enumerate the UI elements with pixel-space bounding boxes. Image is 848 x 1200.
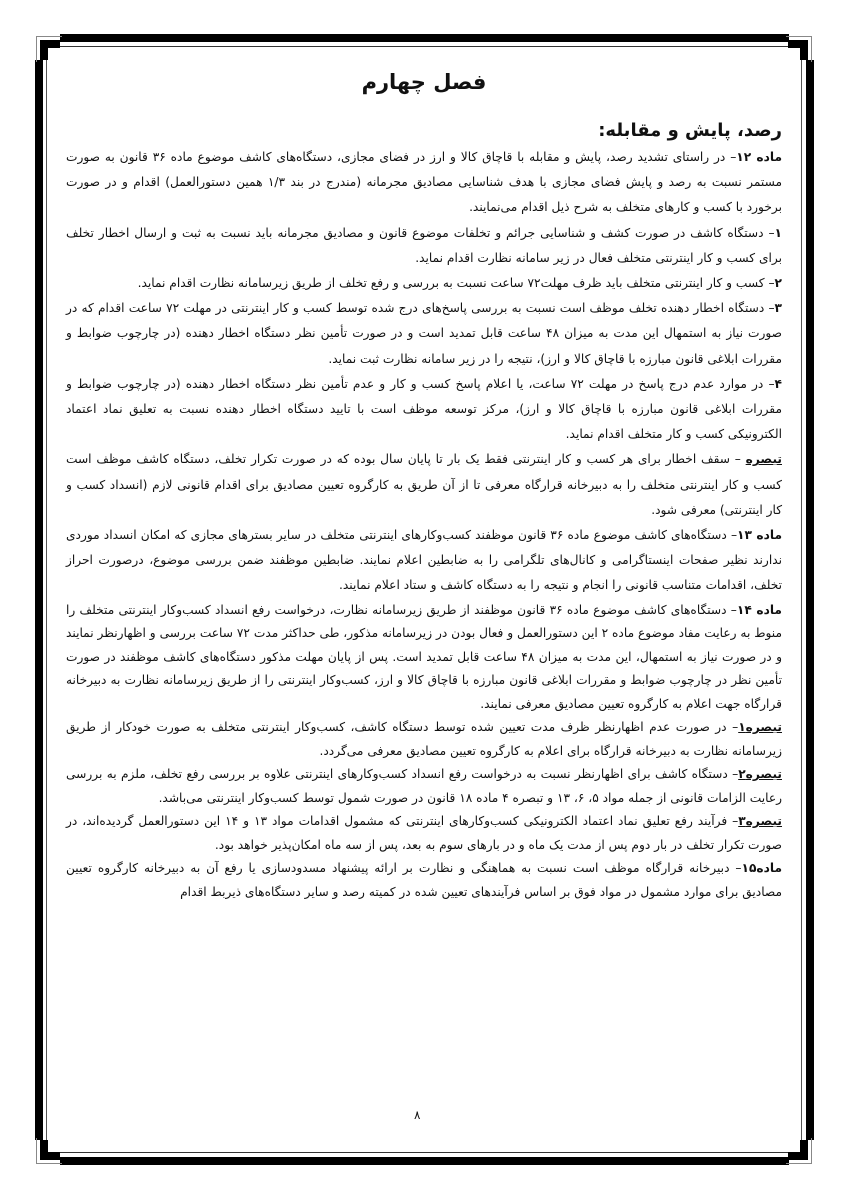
note-3 — [66, 810, 782, 857]
paragraph-label: تبصره۱ — [738, 720, 782, 735]
paragraph-text: – فرآیند رفع تعلیق نماد اعتماد الکترونیکی کسب‌وکارهای اینترنتی که مشمول اقدامات مواد ۱۳ و ۱۴ این دستورالعمل گردیده‌اند، در صورت تکرار تخلف در بار دوم پس از مدت یک ماه و در بارهای سوم به بعد، پس از سه ماه امکان‌پذیر خواهد بود. — [66, 814, 782, 852]
section-title: رصد، پایش و مقابله: — [598, 120, 782, 141]
clause-1 — [66, 221, 782, 271]
article-12 — [66, 145, 782, 221]
border-corner-outline-top-left — [36, 36, 62, 62]
paragraph-text: – دستگاه اخطار دهنده تخلف موظف است نسبت به بررسی پاسخ‌های درج شده توسط کسب و کار اینترنتی در مهلت ۷۲ ساعت اقدام که در صورت نیاز به استمهال این مدت به میزان ۴۸ ساعت قابل تمدید است و در صورت تأمین نظر دستگاه اخطار دهنده (در چارچوب ضوابط و مقررات ابلاغی قانون مبارزه با قاچاق کالا و ارز)، نتیجه را در زیر سامانه نظارت ثبت نماید. — [66, 301, 783, 366]
note-2 — [66, 763, 782, 810]
clause-3 — [66, 296, 782, 372]
document-body — [66, 60, 782, 904]
clause-2 — [66, 271, 782, 296]
paragraph-label: تبصره — [745, 452, 782, 467]
article-14 — [66, 599, 782, 717]
page-number: ۸ — [414, 1108, 421, 1122]
paragraph-text: – دستگاه‌های کاشف موضوع ماده ۳۶ قانون موظفند کسب‌وکارهای اینترنتی متخلف در سایر بسترهای مجازی که امکان انسداد موردی ندارند نظیر صفحات اینستاگرامی و کانال‌های تلگرامی را به ضابطین اعلام نمایند. ضابطین موظفند ضمن بررسی موضوع، درصورت احراز تخلف، اقدامات متناسب قانونی را انجام و نتیجه را به دستگاه کاشف و ستاد اعلام نمایند. — [66, 528, 782, 593]
article-13 — [66, 523, 782, 599]
border-corner-outline-bottom-left — [36, 1138, 62, 1164]
paragraph-label: ماده۱۵ — [741, 861, 782, 876]
page-border-bottom — [60, 1157, 789, 1165]
paragraph-text: – دستگاه کاشف در صورت کشف و شناسایی جرائم و تخلفات موضوع قانون و مصادیق مجرمانه باید نسبت به ثبت و ارسال اخطار تخلف برای کسب و کار اینترنتی متخلف فعال در زیر سامانه نظارت اقدام نماید. — [66, 225, 782, 265]
paragraph-label: تبصره۲ — [738, 767, 782, 782]
paragraph-label: ۲ — [774, 276, 782, 291]
paragraph-label: ۳ — [774, 301, 782, 316]
paragraph-label: ۱ — [774, 225, 782, 240]
paragraph-text: – دستگاه کاشف برای اظهارنظر نسبت به درخواست رفع انسداد کسب‌وکارهای اینترنتی علاوه بر بررسی رفع تخلف، ملزم به بررسی رعایت الزامات قانونی از جمله مواد ۵، ۶، ۱۳ و تبصره ۴ ماده ۱۸ قانون در صورت شمول توسط کسب‌وکار اینترنتی می‌باشد. — [66, 767, 782, 805]
page-border-top — [60, 34, 789, 42]
paragraph-text: – در صورت عدم اظهارنظر ظرف مدت تعیین شده توسط دستگاه کاشف، کسب‌وکار اینترنتی متخلف به صورت خودکار از طریق زیرسامانه نظارت به دبیرخانه قرارگاه برای اعلام به کارگروه تعیین مصادیق معرفی می‌گردد. — [66, 720, 782, 758]
paragraph-text: – کسب و کار اینترنتی متخلف باید ظرف مهلت۷۲ ساعت نسبت به بررسی و رفع تخلف از طریق زیرسامانه نظارت اقدام نماید. — [137, 276, 775, 291]
page-border-right-inner — [801, 60, 802, 1140]
paragraph-text: – در موارد عدم درج پاسخ در مهلت ۷۲ ساعت، یا اعلام پاسخ کسب و کار و عدم تأمین نظر دستگاه اخطار دهنده (در چارچوب ضوابط و مقررات ابلاغی قانون مبارزه با قاچاق کالا و ارز)، مرکز توسعه موظف است با تایید دستگاه اخطار دهنده نسبت به تعلیق نماد اعتماد الکترونیکی کسب و کار متخلف اقدام نماید. — [66, 376, 782, 442]
border-corner-outline-top-right — [786, 36, 812, 62]
note-1 — [66, 716, 782, 763]
page-border-top-inner — [60, 46, 789, 47]
paragraph-label: ۴ — [774, 376, 782, 391]
page-border-left-inner — [46, 60, 47, 1140]
article-15 — [66, 857, 782, 904]
chapter-title: فصل چهارم — [361, 70, 487, 94]
page-border-bottom-inner — [60, 1152, 789, 1153]
note — [66, 447, 782, 523]
paragraph-label: ماده ۱۴ — [736, 602, 782, 617]
paragraph-label: ماده ۱۳ — [737, 528, 782, 543]
paragraph-text: – دستگاه‌های کاشف موضوع ماده ۳۶ قانون موظفند از طریق زیرسامانه نظارت، درخواست رفع انسداد کسب‌وکار اینترنتی متخلف را منوط به رعایت مفاد موضوع ماده ۲ این دستورالعمل و فعال بودن در زیرسامانه مذکور، طی حداکثر مدت ۷۲ ساعت بررسی و اظهارنظر نمایند و در صورت نیاز به استمهال، این مدت به میزان ۴۸ ساعت قابل تمدید است. پس از پایان مهلت مذکور دستگاه‌های کاشف موظفند در صورت تأمین نظر در چارچوب ضوابط و مقررات ابلاغی قانون مبارزه با قاچاق کالا و ارز، کسب‌وکار اینترنتی را از طریق زیرسامانه نظارت به دبیرخانه قرارگاه جهت اعلام به کارگروه تعیین مصادیق معرفی نمایند. — [66, 602, 782, 711]
page-border-left — [35, 60, 43, 1140]
paragraph-text: – سقف اخطار برای هر کسب و کار اینترنتی فقط یک بار تا پایان سال بوده که در صورت تکرار تخلف، دستگاه کاشف موظف است کسب و کار اینترنتی متخلف را به دبیرخانه قرارگاه معرفی تا از آن طریق به کارگروه تعیین مصادیق برای اقدام قانونی لازم (انسداد کسب و کار اینترنتی) معرفی شود. — [66, 452, 782, 517]
clause-4 — [66, 372, 782, 448]
page-border-right — [806, 60, 814, 1140]
paragraph-label: ماده ۱۲ — [736, 150, 782, 164]
paragraph-text: – در راستای تشدید رصد، پایش و مقابله با قاچاق کالا و ارز در فضای مجازی، دستگاه‌های کاشف موضوع ماده ۳۶ قانون به صورت مستمر نسبت به رصد و پایش فضای مجازی با هدف شناسایی مصادیق مجرمانه (مندرج در بند ۱/۳ همین دستورالعمل) اقدام و در صورت برخورد با کسب و کارهای متخلف به شرح ذیل اقدام می‌نمایند. — [66, 150, 782, 215]
border-corner-outline-bottom-right — [786, 1138, 812, 1164]
paragraph-text: – دبیرخانه قرارگاه موظف است نسبت به هماهنگی و نظارت بر ارائه پیشنهاد مسدودسازی یا رفع آن به دبیرخانه کارگروه تعیین مصادیق برای موارد مشمول در مواد فوق بر اساس فرآیندهای تعیین شده در کمیته رصد و سایر دستگاه‌های ذیربط اقدام — [66, 861, 782, 899]
paragraph-label: تبصره۳ — [738, 814, 783, 829]
